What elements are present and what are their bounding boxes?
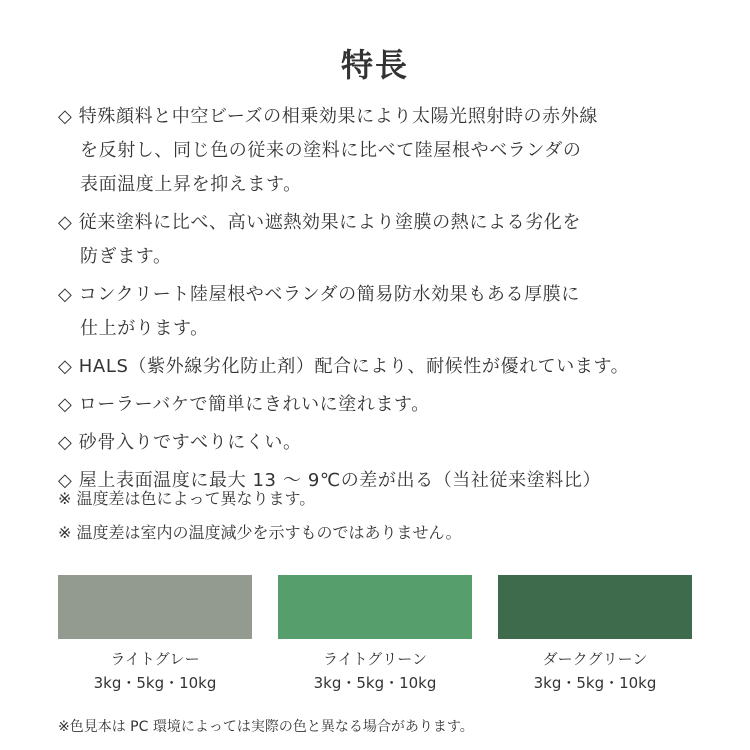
note-text: ※ 温度差は色によって異なります。 [58,489,316,508]
swatch-color-name: ダークグリーン [542,650,648,668]
swatch-size-options: 3kg・5kg・10kg [533,674,657,692]
color-chip [58,575,252,639]
feature-item [58,350,718,384]
color-swatch-row [58,575,692,695]
feature-text-line: ◇ 従来塗料に比べ、高い遮熱効果により塗膜の熱による劣化を [58,212,581,233]
color-chip [278,575,472,639]
feature-text-line: ◇ 特殊顔料と中空ビーズの相乗効果により太陽光照射時の赤外線 [58,106,598,127]
feature-text-line: ◇ 屋上表面温度に最大 13 ～ 9℃の差が出る（当社従来塗料比） [58,470,602,491]
swatch-size-options: 3kg・5kg・10kg [313,674,437,692]
swatch-color-name: ライトグレー [110,650,200,668]
feature-item [58,278,718,346]
feature-text-line: 表面温度上昇を抑えます。 [80,174,302,195]
color-chip [498,575,692,639]
feature-text-line: 防ぎます。 [80,246,172,267]
feature-text-line: ◇ HALS（紫外線劣化防止剤）配合により、耐候性が優れています。 [58,356,630,377]
feature-text-line: ◇ 砂骨入りですべりにくい。 [58,432,302,453]
color-sample-footnote: ※色見本は PC 環境によっては実際の色と異なる場合があります。 [58,719,474,735]
page-title: 特長 [340,46,409,84]
feature-text-line: ◇ ローラーバケで簡単にきれいに塗れます。 [58,394,430,415]
swatch-light-green [278,575,472,695]
feature-text-line: 仕上がります。 [80,318,209,339]
feature-list [58,100,718,502]
feature-item [58,388,718,422]
feature-item [58,100,718,202]
swatch-dark-green [498,575,692,695]
swatch-color-name: ライトグリーン [323,650,427,668]
swatch-size-options: 3kg・5kg・10kg [93,674,217,692]
feature-text-line: を反射し、同じ色の従来の塗料に比べて陸屋根やベランダの [80,140,582,161]
temperature-notes [58,482,718,550]
note-text: ※ 温度差は室内の温度減少を示すものではありません。 [58,523,462,542]
feature-item [58,426,718,460]
feature-item [58,206,718,274]
feature-text-line: ◇ コンクリート陸屋根やベランダの簡易防水効果もある厚膜に [58,284,580,305]
swatch-light-gray [58,575,252,695]
